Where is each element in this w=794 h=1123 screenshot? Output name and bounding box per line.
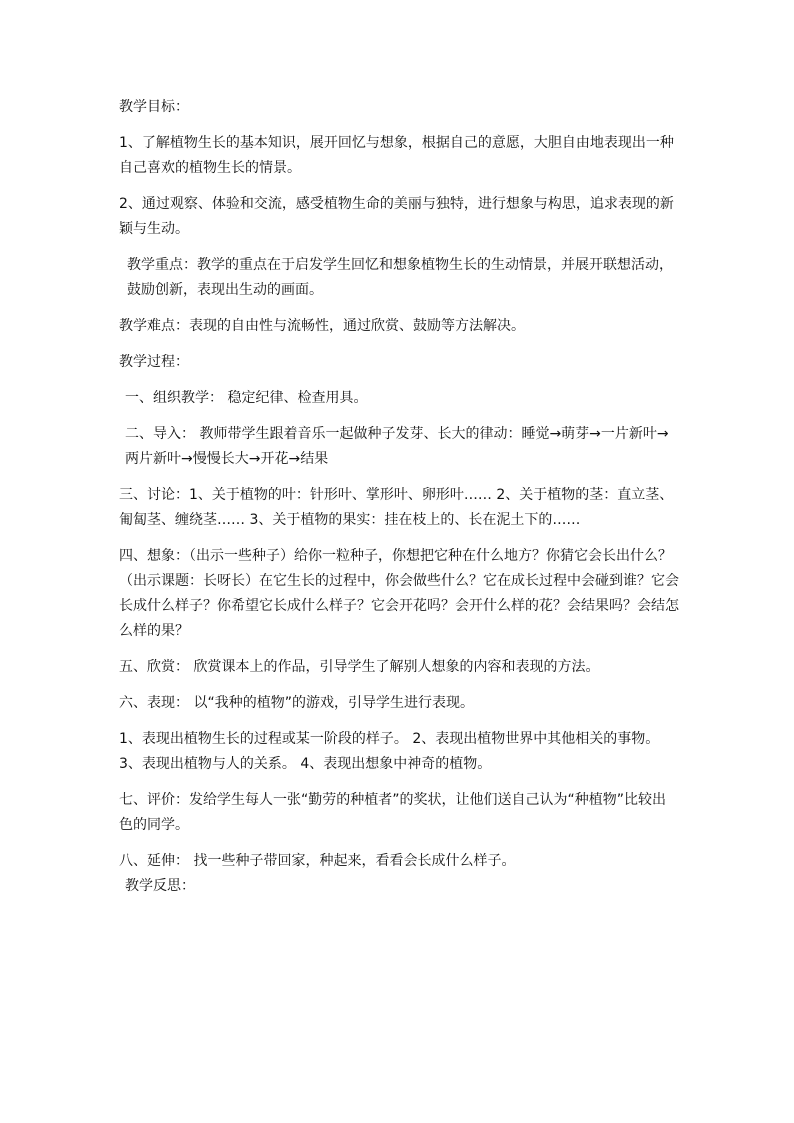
process-step-expression: 六、表现： 以“我种的植物”的游戏，引导学生进行表现。 [119, 695, 474, 711]
section-heading-reflection: 教学反思： [125, 878, 195, 894]
objective-item-1: 1、了解植物生长的基本知识，展开回忆与想象，根据自己的意愿，大胆自由地表现出一种自己喜欢的植物生长的情景。 [119, 135, 674, 176]
section-heading-objectives: 教学目标： [119, 99, 189, 115]
expression-requirements: 1、表现出植物生长的过程或某一阶段的样子。 2、表现出植物世界中其他相关的事物。 3、表现出植物与人的关系。 4、表现出想象中神奇的植物。 [119, 731, 660, 772]
process-step-introduction: 二、导入： 教师带学生跟着音乐一起做种子发芽、长大的律动：睡觉→萌芽→一片新叶→两片新叶→慢慢长大→开花→结果 [125, 426, 669, 467]
key-point-paragraph: 教学重点：教学的重点在于启发学生回忆和想象植物生长的生动情景，并展开联想活动，鼓励创新，表现出生动的画面。 [127, 257, 673, 298]
document-body [119, 95, 679, 910]
process-step-organize: 一、组织教学： 稳定纪律、检查用具。 [125, 390, 368, 406]
process-step-extension: 八、延伸： 找一些种子带回家，种起来，看看会长成什么样子。 [119, 853, 516, 869]
process-step-appreciation: 五、欣赏： 欣赏课本上的作品，引导学生了解别人想象的内容和表现的方法。 [119, 659, 600, 675]
objective-item-2: 2、通过观察、体验和交流，感受植物生命的美丽与独特，进行想象与构思，追求表现的新颖与生动。 [119, 196, 674, 237]
process-step-evaluation: 七、评价：发给学生每人一张“勤劳的种植者”的奖状，让他们送自己认为“种植物”比较出色的同学。 [119, 792, 667, 833]
process-step-discussion: 三、讨论：1、关于植物的叶：针形叶、掌形叶、卵形叶…… 2、关于植物的茎：直立茎、匍匐茎、缠绕茎…… 3、关于植物的果实：挂在枝上的、长在泥土下的…… [119, 487, 674, 528]
difficulty-paragraph: 教学难点：表现的自由性与流畅性，通过欣赏、鼓励等方法解决。 [119, 318, 525, 334]
section-heading-process: 教学过程： [119, 354, 189, 370]
process-step-imagination: 四、想象：（出示一些种子）给你一粒种子，你想把它种在什么地方？你猜它会长出什么？（出示课题：长呀长）在它生长的过程中，你会做些什么？它在成长过程中会碰到谁？它会长成什么样子？你希望它长成什么样子？它会开花吗？会开什么样的花？会结果吗？会结怎么样的果？ [119, 548, 679, 639]
